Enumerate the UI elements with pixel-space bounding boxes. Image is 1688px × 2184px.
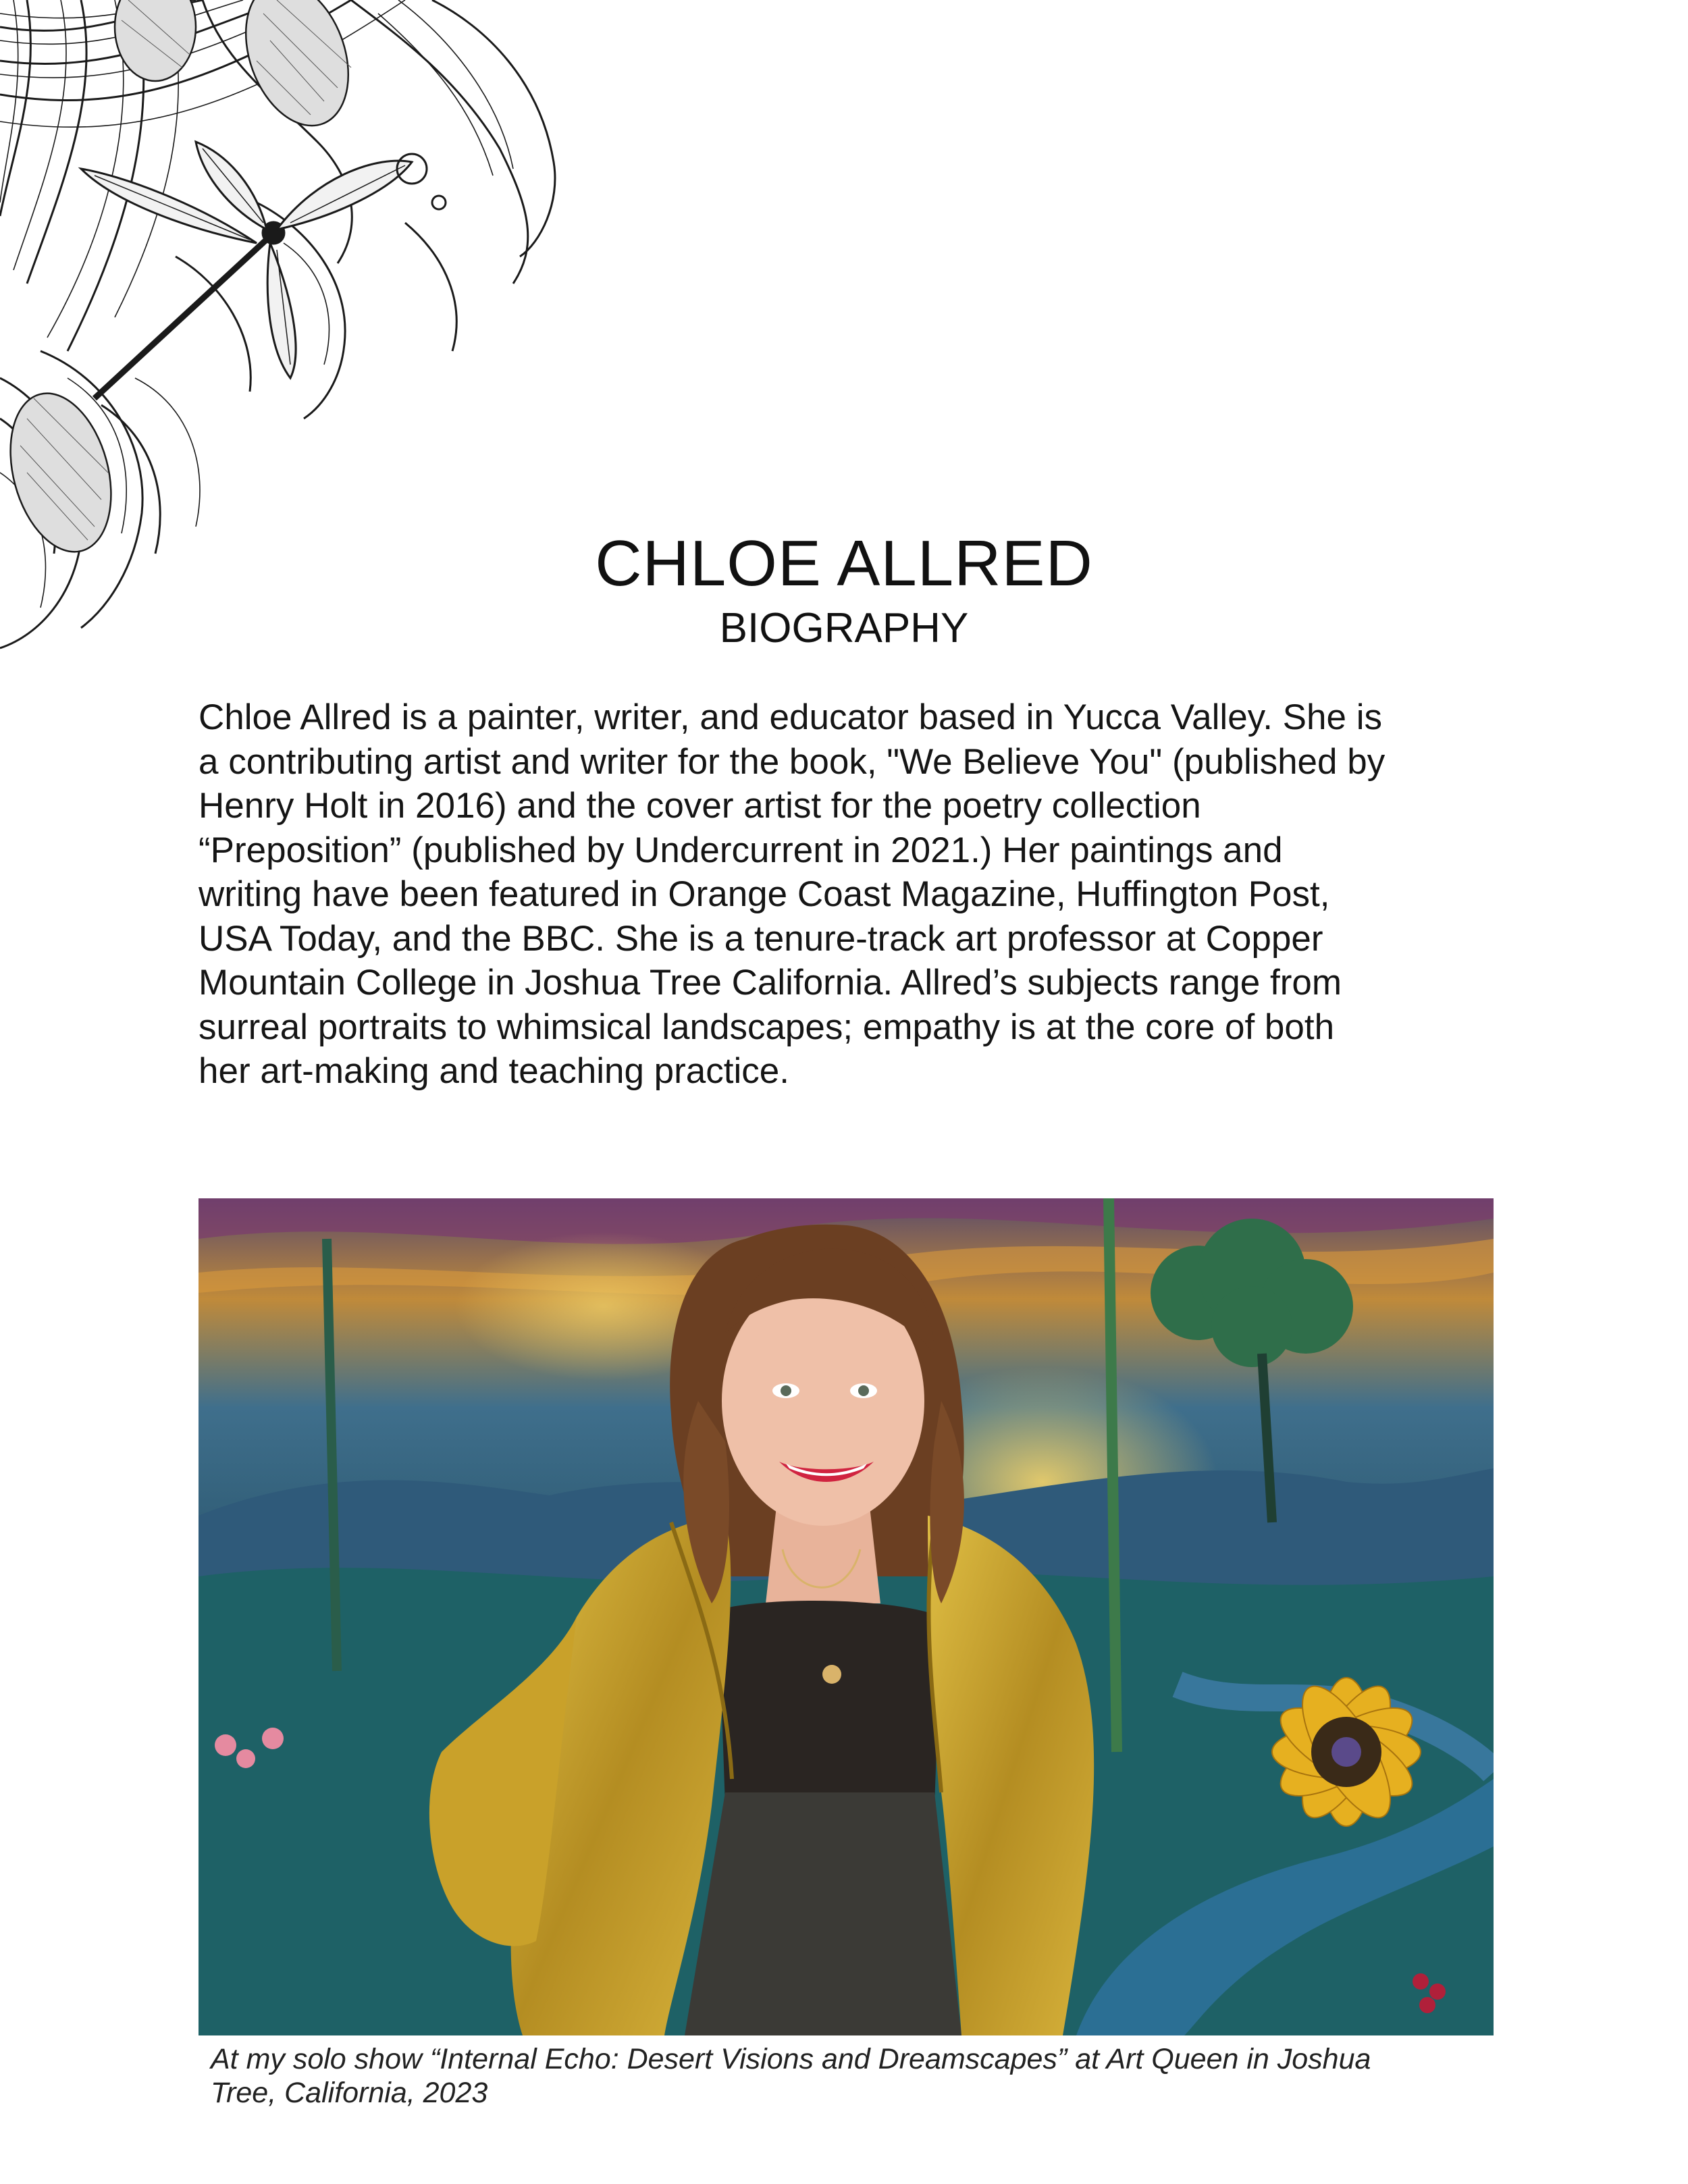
bio-line: surreal portraits to whimsical landscapes; empathy is at the core of both	[199, 1007, 1335, 1047]
bio-line: a contributing artist and writer for the book, "We Believe You" (published by	[199, 741, 1386, 782]
bio-line: “Preposition” (published by Undercurrent in 2021.) Her paintings and	[199, 830, 1283, 870]
photo-illustration	[199, 1198, 1494, 2035]
bio-line: USA Today, and the BBC. She is a tenure-track art professor at Copper	[199, 918, 1323, 959]
corn-cob-drawings	[0, 0, 367, 563]
page-subtitle: BIOGRAPHY	[719, 605, 969, 651]
bio-line: her art-making and teaching practice.	[199, 1051, 789, 1091]
dragonfly-drawing	[81, 142, 412, 398]
bio-line: writing have been featured in Orange Coast Magazine, Huffington Post,	[199, 874, 1330, 914]
bio-line: Mountain College in Joshua Tree California. Allred’s subjects range from	[199, 963, 1342, 1003]
biography-paragraph	[199, 695, 1522, 1094]
caption-line: At my solo show “Internal Echo: Desert Visions and Dreamscapes” at Art Queen in Joshua	[211, 2043, 1371, 2075]
caption-line: Tree, California, 2023	[211, 2077, 488, 2109]
bio-line: Henry Holt in 2016) and the cover artist for the poetry collection	[199, 786, 1201, 826]
photo-caption	[211, 2042, 1507, 2110]
artist-photo	[199, 1198, 1494, 2035]
page-title: CHLOE ALLRED	[595, 527, 1093, 600]
bio-line: Chloe Allred is a painter, writer, and educator based in Yucca Valley. She is	[199, 697, 1382, 737]
